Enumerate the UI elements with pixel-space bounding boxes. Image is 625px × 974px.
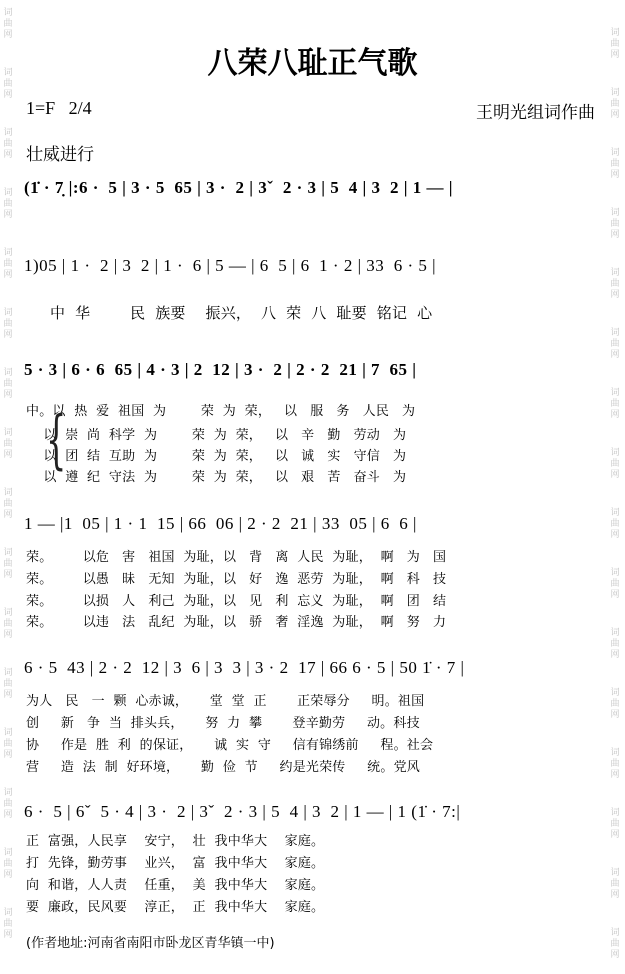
watermark-text: 词 曲 网 xyxy=(3,848,13,880)
watermark-text: 词 曲 网 xyxy=(610,388,620,420)
verse-a-1: 中。以 热 爱 祖国 为 荣 为 荣， 以 服 务 人民 为 xyxy=(26,404,416,419)
verse-brace: { xyxy=(46,403,67,477)
watermark-text: 词 曲 网 xyxy=(3,728,13,760)
watermark-text: 词 曲 网 xyxy=(3,608,13,640)
page-title: 八荣八耻正气歌 xyxy=(207,46,418,81)
watermark-text: 词 曲 网 xyxy=(610,808,620,840)
notation-line-3: 5 · 3 | 6 · 6 65 | 4 · 3 | 2 12 | 3 · 2 | 2 · 2 21 | 7 65 | xyxy=(24,360,417,379)
watermark-text: 词 曲 网 xyxy=(610,508,620,540)
verse-a-4: 以 遵 纪 守法 为 荣 为 荣， 以 艰 苦 奋斗 为 xyxy=(26,470,407,485)
verse-d-2: 打 先锋，勤劳事 业兴， 富 我中华大 家庭。 xyxy=(26,856,325,871)
notation-line-6: 6 · 5 | 6ˇ 5 · 4 | 3 · 2 | 3ˇ 2 · 3 | 5 4 | 3 2 | 1 — | 1 (1̇ · 7:| xyxy=(24,802,461,821)
author-address: (作者地址:河南省南阳市卧龙区青华镇一中) xyxy=(26,936,275,951)
key-signature: 1=F 2/4 xyxy=(26,98,92,118)
verse-b-1: 荣。 以危 害 祖国 为耻，以 背 离 人民 为耻， 啊 为 国 xyxy=(26,550,447,565)
watermark-text: 词 曲 网 xyxy=(3,248,13,280)
lyrics-line-1: 中 华 民 族要 振兴， 八 荣 八 耻要 铭记 心 xyxy=(50,304,433,322)
verse-c-3: 协 作是 胜 利 的保证， 诚 实 守 信有锦绣前 程。社会 xyxy=(26,738,434,753)
watermark-text: 词 曲 网 xyxy=(610,268,620,300)
watermark-text: 词 曲 网 xyxy=(3,68,13,100)
watermark-text: 词 曲 网 xyxy=(610,928,620,960)
watermark-text: 词 曲 网 xyxy=(610,448,620,480)
watermark-text: 词 曲 网 xyxy=(610,28,620,60)
verse-d-3: 向 和谐，人人责 任重， 美 我中华大 家庭。 xyxy=(26,878,325,893)
watermark-text: 词 曲 网 xyxy=(610,628,620,660)
verse-c-2: 创 新 争 当 排头兵， 努 力 攀 登辛勤劳 动。科技 xyxy=(26,716,420,731)
watermark-text: 词 曲 网 xyxy=(3,548,13,580)
verse-a-2: 以 崇 尚 科学 为 荣 为 荣， 以 辛 勤 劳动 为 xyxy=(26,428,407,443)
author-credit: 王明光组词作曲 xyxy=(476,103,595,123)
watermark-text: 词 曲 网 xyxy=(610,208,620,240)
watermark-text: 词 曲 网 xyxy=(610,148,620,180)
watermark-text: 词 曲 网 xyxy=(610,328,620,360)
verse-b-4: 荣。 以违 法 乱纪 为耻，以 骄 奢 淫逸 为耻， 啊 努 力 xyxy=(26,615,447,630)
verse-c-1: 为人 民 一 颗 心赤诚， 堂 堂 正 正荣辱分 明。祖国 xyxy=(26,694,425,709)
notation-line-1: (1̇ · 7̣ |:6 · 5 | 3 · 5 65 | 3 · 2 | 3ˇ 2 · 3 | 5 4 | 3 2 | 1 — | xyxy=(24,178,454,197)
watermark-text: 词 曲 网 xyxy=(3,788,13,820)
watermark-text: 词 曲 网 xyxy=(3,428,13,460)
watermark-text: 词 曲 网 xyxy=(610,688,620,720)
notation-line-5: 6 · 5 43 | 2 · 2 12 | 3 6 | 3 3 | 3 · 2 17 | 66 6 · 5 | 50 1̇ · 7 | xyxy=(24,658,465,677)
watermark-text: 词 曲 网 xyxy=(3,488,13,520)
watermark-text: 词 曲 网 xyxy=(610,568,620,600)
watermark-text: 词 曲 网 xyxy=(3,668,13,700)
watermark-text: 词 曲 网 xyxy=(610,748,620,780)
verse-b-3: 荣。 以损 人 利己 为耻，以 见 利 忘义 为耻， 啊 团 结 xyxy=(26,594,447,609)
watermark-text: 词 曲 网 xyxy=(3,128,13,160)
watermark-text: 词 曲 网 xyxy=(3,8,13,40)
verse-a-3: 以 团 结 互助 为 荣 为 荣， 以 诚 实 守信 为 xyxy=(26,449,407,464)
verse-b-2: 荣。 以愚 昧 无知 为耻，以 好 逸 恶劳 为耻， 啊 科 技 xyxy=(26,572,447,587)
watermark-text: 词 曲 网 xyxy=(3,188,13,220)
verse-d-4: 要 廉政，民风要 淳正， 正 我中华大 家庭。 xyxy=(26,900,325,915)
verse-d-1: 正 富强，人民享 安宁， 壮 我中华大 家庭。 xyxy=(26,834,325,849)
watermark-text: 词 曲 网 xyxy=(3,308,13,340)
tempo-marking: 壮威进行 xyxy=(26,145,94,165)
watermark-text: 词 曲 网 xyxy=(610,88,620,120)
notation-line-4: 1 — |1 05 | 1 · 1 15 | 66 06 | 2 · 2 21 | 33 05 | 6 6 | xyxy=(24,514,417,533)
watermark-text: 词 曲 网 xyxy=(3,368,13,400)
watermark-text: 词 曲 网 xyxy=(610,868,620,900)
verse-c-4: 营 造 法 制 好环境， 勤 俭 节 约是光荣传 统。党风 xyxy=(26,760,420,775)
watermark-text: 词 曲 网 xyxy=(3,908,13,940)
notation-line-2: 1)05 | 1 · 2 | 3 2 | 1 · 6 | 5 — | 6 5 | 6 1 · 2 | 33 6 · 5 | xyxy=(24,256,437,275)
